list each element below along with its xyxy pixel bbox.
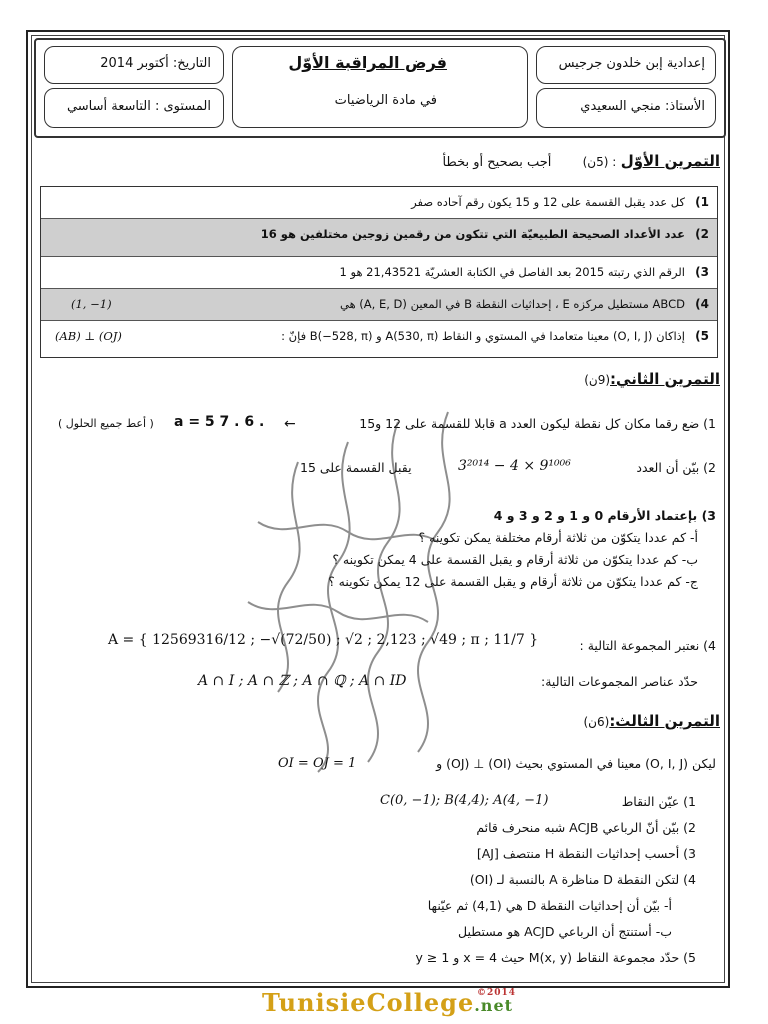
- row-text: عدد الأعداد الصحيحة الطبيعيّة التي تتكون من رقمين زوجين مختلفين هو 16: [260, 227, 685, 241]
- footer-year: ©2014: [477, 988, 517, 998]
- ex3-q1-points: C(0, −1); B(4,4); A(4, −1): [380, 793, 549, 808]
- ex1-row: [41, 257, 717, 289]
- row-answer: (1, −1): [71, 297, 112, 311]
- footer-tld: .net: [474, 996, 514, 1015]
- ex2-points: (9ن): [584, 373, 611, 387]
- teacher-box: [536, 88, 716, 128]
- ex2-q4: 4) نعتبر المجموعة التالية :: [579, 638, 716, 653]
- ex2-q4-set: A = { 12569316/12 ; −√(72/50) ; √2 ; 2,123 ; √49 ; π ; 11/7 }: [108, 632, 539, 648]
- ex3-q4: 4) لتكن النقطة D مناظرة A بالنسبة لـ (OI): [469, 872, 696, 887]
- ex3-points: (6ن): [583, 715, 610, 729]
- exam-subject: في مادة الرياضيات: [334, 93, 437, 108]
- ex2-number-a: a = 5 7 . 6 .: [174, 414, 265, 430]
- ex2-q3c: ج- كم عددا يتكوّن من ثلاثة أرقام و يقبل القسمة على 12 يمكن تكوينه ؟: [328, 574, 698, 589]
- footer-brand: TunisieCollege: [262, 988, 475, 1017]
- ex1-title: التمرين الأوّل: [620, 152, 720, 170]
- exam-page: [26, 30, 730, 988]
- ex3-intro-eq: OI = OJ = 1: [278, 756, 357, 771]
- ex1-row: [41, 187, 717, 219]
- school-name: إعدادية إبن خلدون جرجيس: [558, 56, 705, 71]
- ex3-q1: 1) عيّن النقاط: [621, 794, 696, 809]
- ex2-q2: 2) بيّن أن العدد: [636, 460, 716, 475]
- footer-logo: [262, 988, 517, 1020]
- ex3-q4b: ب- أستنتج أن الرباعي ACJD هو مستطيل: [458, 924, 672, 939]
- row-number: 1): [695, 195, 709, 209]
- ex3-q3: 3) أحسب إحداثيات النقطة H منتصف [AJ]: [476, 846, 696, 861]
- ex2-q4b: حدّد عناصر المجموعات التالية:: [541, 674, 698, 689]
- ex2-q1-note: ( أعط جميع الحلول ): [58, 417, 154, 430]
- date-box: [44, 46, 224, 84]
- ex1-points: : (5ن): [582, 155, 617, 169]
- ex1-row: [41, 219, 717, 257]
- ex1-row: [41, 321, 717, 357]
- row-text: إذاكان (O, I, J) معينا متعامدا في المستوي و النقاط A(530, π) و B(−528, π) فإنّ :: [281, 329, 685, 343]
- ex1-heading: [442, 152, 720, 170]
- ex2-q2-end: يقبل القسمة على 15: [300, 460, 412, 475]
- row-number: 3): [695, 265, 709, 279]
- ex2-q3a: أ- كم عددا يتكوّن من ثلاثة أرقام مختلفة يمكن تكوينه ؟: [418, 530, 698, 545]
- level-box: [44, 88, 224, 128]
- title-box: [232, 46, 528, 128]
- date-label: التاريخ:: [172, 56, 211, 71]
- teacher-name: الأستاذ: منجي السعيدي: [580, 99, 705, 114]
- ex3-q4a: أ- بيّن أن إحداثيات النقطة D هي (4,1) ثم عيّنها: [427, 898, 672, 913]
- row-text: ABCD مستطيل مركزه E ، إحداثيات النقطة B في المعين (A, E, D) هي: [340, 297, 685, 311]
- ex3-intro: ليكن (O, I, J) معينا في المستوي بحيث (OI) ⊥ (OJ) و: [436, 756, 716, 771]
- row-text: الرقم الذي رتبته 2015 بعد الفاصل في الكتابة العشريّة 21,43521 هو 1: [339, 265, 685, 279]
- ex1-row: [41, 289, 717, 321]
- arrow-icon: ←: [284, 416, 296, 432]
- row-number: 2): [695, 227, 709, 241]
- level-text: المستوى : التاسعة أساسي: [66, 99, 211, 114]
- ex2-q3b: ب- كم عددا يتكوّن من ثلاثة أرقام و يقبل القسمة على 4 يمكن تكوينه ؟: [332, 552, 698, 567]
- ex1-table: [40, 186, 718, 358]
- date-value: أكتوبر 2014: [100, 56, 169, 71]
- ex2-heading: [584, 370, 720, 388]
- ex3-heading: [583, 712, 720, 730]
- row-number: 4): [695, 297, 709, 311]
- row-text: كل عدد يقبل القسمة على 12 و 15 يكون رقم آحاده صفر: [411, 195, 685, 209]
- ex3-title: التمرين الثالث:: [609, 712, 720, 730]
- exam-title: فرض المراقبة الأوّل: [288, 53, 447, 72]
- exam-header: [34, 38, 726, 138]
- ex2-q4b-sets: A ∩ I ; A ∩ ℤ ; A ∩ ℚ ; A ∩ ID: [198, 673, 407, 689]
- ex2-title: التمرين الثاني:: [610, 370, 720, 388]
- ex3-q5: 5) حدّد مجموعة النقاط M(x, y) حيث x = 4 و y ≥ 1: [415, 950, 696, 965]
- ex2-q3: 3) بإعتماد الأرقام 0 و 1 و 2 و 3 و 4: [493, 508, 716, 523]
- row-number: 5): [695, 329, 709, 343]
- ex2-q2-expr: 3²⁰¹⁴ − 4 × 9¹⁰⁰⁶: [458, 458, 571, 474]
- ex1-instruction: أجب بصحيح أو بخطأ: [442, 155, 552, 170]
- ex2-q1: 1) ضع رقما مكان كل نقطة ليكون العدد a قابلا للقسمة على 12 و15: [359, 416, 716, 431]
- signature-watermark: [228, 402, 488, 782]
- row-answer: (AB) ⊥ (OJ): [55, 329, 122, 343]
- school-box: [536, 46, 716, 84]
- ex3-q2: 2) بيّن أنّ الرباعي ACJB شبه منحرف قائم: [476, 820, 696, 835]
